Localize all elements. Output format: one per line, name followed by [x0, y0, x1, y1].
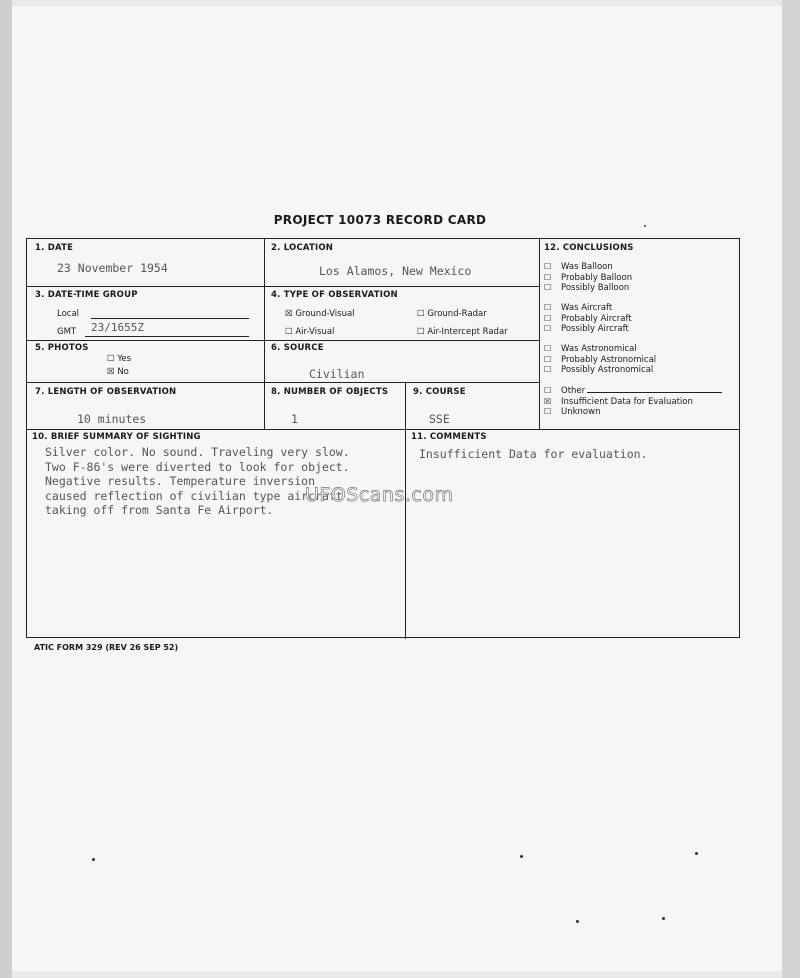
conclusion-possibly-astronomical-label: Possibly Astronomical	[561, 365, 654, 375]
local-time-label: Local	[57, 309, 80, 319]
date-time-group-label: 3. DATE-TIME GROUP	[35, 290, 138, 300]
checkbox-air-visual: ☐	[285, 327, 293, 337]
summary-line: Negative results. Temperature inversion	[45, 474, 316, 488]
summary-line: caused reflection of civilian type aircraft	[45, 488, 343, 503]
checkbox-unknown: ☐	[544, 407, 552, 416]
course-label: 9. COURSE	[413, 387, 466, 397]
length-of-observation-label: 7. LENGTH OF OBSERVATION	[35, 387, 177, 397]
comments-label: 11. COMMENTS	[411, 432, 487, 442]
option-air-visual-label: Air-Visual	[295, 327, 335, 337]
date-value: 23 November 1954	[57, 261, 168, 275]
brief-summary-label: 10. BRIEF SUMMARY OF SIGHTING	[32, 432, 201, 442]
conclusion-was-astronomical-label: Was Astronomical	[561, 344, 637, 354]
brief-summary-text	[45, 445, 350, 518]
option-ground-radar-label: Ground-Radar	[427, 309, 487, 319]
conclusion-possibly-aircraft	[544, 324, 632, 335]
record-card	[26, 238, 740, 638]
date-label: 1. DATE	[35, 243, 74, 253]
checkbox-ground-radar: ☐	[417, 309, 425, 319]
number-of-objects-value: 1	[291, 412, 298, 426]
scan-speck	[576, 920, 579, 923]
photos-no-label: No	[117, 367, 129, 377]
conclusions-label: 12. CONCLUSIONS	[544, 243, 634, 253]
form-number: ATIC FORM 329 (REV 26 SEP 52)	[34, 643, 179, 652]
option-air-intercept-radar-label: Air-Intercept Radar	[427, 327, 508, 337]
conclusion-was-balloon-label: Was Balloon	[561, 262, 613, 272]
conclusions-aircraft-group	[544, 303, 632, 335]
scan-edge-left	[0, 0, 12, 978]
conclusion-was-astronomical	[544, 344, 656, 355]
course-value: SSE	[429, 412, 450, 426]
conclusion-probably-balloon	[544, 273, 632, 284]
conclusion-possibly-aircraft-label: Possibly Aircraft	[561, 324, 629, 334]
divider-v-bottom	[405, 429, 406, 639]
conclusion-possibly-astronomical	[544, 365, 656, 376]
conclusion-other	[544, 386, 722, 397]
conclusion-probably-aircraft-label: Probably Aircraft	[561, 313, 632, 324]
location-value: Los Alamos, New Mexico	[319, 264, 472, 278]
type-of-observation-label: 4. TYPE OF OBSERVATION	[271, 290, 398, 300]
other-line	[587, 392, 722, 393]
conclusion-unknown-label: Unknown	[561, 407, 601, 417]
scan-speck	[662, 917, 665, 920]
local-time-line	[91, 318, 249, 319]
scan-speck	[520, 855, 523, 858]
divider-v-course	[405, 382, 406, 429]
option-air-visual	[285, 327, 334, 337]
conclusion-unknown	[544, 407, 722, 418]
divider-h-3	[27, 382, 539, 383]
checkbox-other: ☐	[544, 386, 552, 395]
source-value: Civilian	[309, 367, 365, 381]
conclusion-probably-balloon-label: Probably Balloon	[561, 272, 633, 283]
card-title: PROJECT 10073 RECORD CARD	[273, 213, 487, 227]
photos-no	[107, 367, 129, 377]
divider-h-4	[27, 429, 739, 430]
conclusion-possibly-balloon	[544, 283, 632, 294]
gmt-line	[85, 336, 249, 337]
conclusion-probably-astronomical	[544, 355, 656, 366]
checkbox-air-intercept-radar: ☐	[417, 327, 425, 337]
checkbox-probably-astronomical: ☐	[544, 354, 552, 364]
divider-v-col2	[539, 239, 540, 429]
scan-speck	[92, 858, 95, 861]
photos-label: 5. PHOTOS	[35, 343, 89, 353]
option-ground-visual-label: Ground-Visual	[295, 309, 355, 319]
gmt-value: 23/1655Z	[91, 321, 144, 334]
watermark: UFOScans.com	[305, 484, 454, 506]
checkbox-probably-balloon: ☐	[544, 272, 552, 282]
photos-yes	[107, 354, 131, 364]
checkbox-insufficient-data: ☒	[544, 396, 552, 406]
conclusion-was-aircraft-label: Was Aircraft	[561, 303, 613, 313]
location-label: 2. LOCATION	[271, 243, 334, 253]
checkbox-was-astronomical: ☐	[544, 344, 552, 353]
source-label: 6. SOURCE	[271, 343, 324, 353]
conclusion-other-label: Other	[561, 386, 586, 396]
summary-line: taking off from Santa Fe Airport.	[45, 503, 274, 517]
option-ground-radar	[417, 309, 487, 319]
checkbox-possibly-aircraft: ☐	[544, 324, 552, 333]
divider-h-2	[27, 340, 539, 341]
summary-line: Silver color. No sound. Traveling very slow.	[45, 445, 350, 459]
checkbox-was-balloon: ☐	[544, 262, 552, 271]
divider-v-col1	[264, 239, 265, 429]
conclusions-balloon-group	[544, 262, 632, 294]
checkbox-was-aircraft: ☐	[544, 303, 552, 312]
checkbox-possibly-astronomical: ☐	[544, 365, 552, 374]
conclusions-other-group	[544, 386, 722, 418]
conclusion-was-aircraft	[544, 303, 632, 314]
option-ground-visual	[285, 309, 355, 319]
checkbox-probably-aircraft: ☐	[544, 313, 552, 323]
scan-edge-right	[782, 0, 800, 978]
scan-speck	[644, 225, 646, 227]
checkbox-photos-yes: ☐	[107, 354, 115, 364]
conclusion-insufficient-data	[544, 397, 722, 408]
summary-line: Two F-86's were diverted to look for object.	[45, 459, 350, 474]
conclusion-probably-aircraft	[544, 314, 632, 325]
length-of-observation-value: 10 minutes	[77, 412, 147, 426]
conclusion-insufficient-data-label: Insufficient Data for Evaluation	[561, 396, 693, 407]
divider-h-1	[27, 286, 539, 287]
conclusions-astronomical-group	[544, 344, 656, 376]
conclusion-probably-astronomical-label: Probably Astronomical	[561, 354, 657, 365]
option-air-intercept-radar	[417, 327, 508, 337]
conclusion-possibly-balloon-label: Possibly Balloon	[561, 283, 630, 293]
checkbox-possibly-balloon: ☐	[544, 283, 552, 292]
number-of-objects-label: 8. NUMBER OF OBJECTS	[271, 387, 389, 397]
checkbox-photos-no: ☒	[107, 367, 115, 377]
conclusion-was-balloon	[544, 262, 632, 273]
gmt-label: GMT	[57, 327, 77, 337]
comments-value: Insufficient Data for evaluation.	[419, 447, 648, 461]
photos-yes-label: Yes	[117, 354, 132, 364]
checkbox-ground-visual: ☒	[285, 309, 293, 319]
scan-speck	[695, 852, 698, 855]
